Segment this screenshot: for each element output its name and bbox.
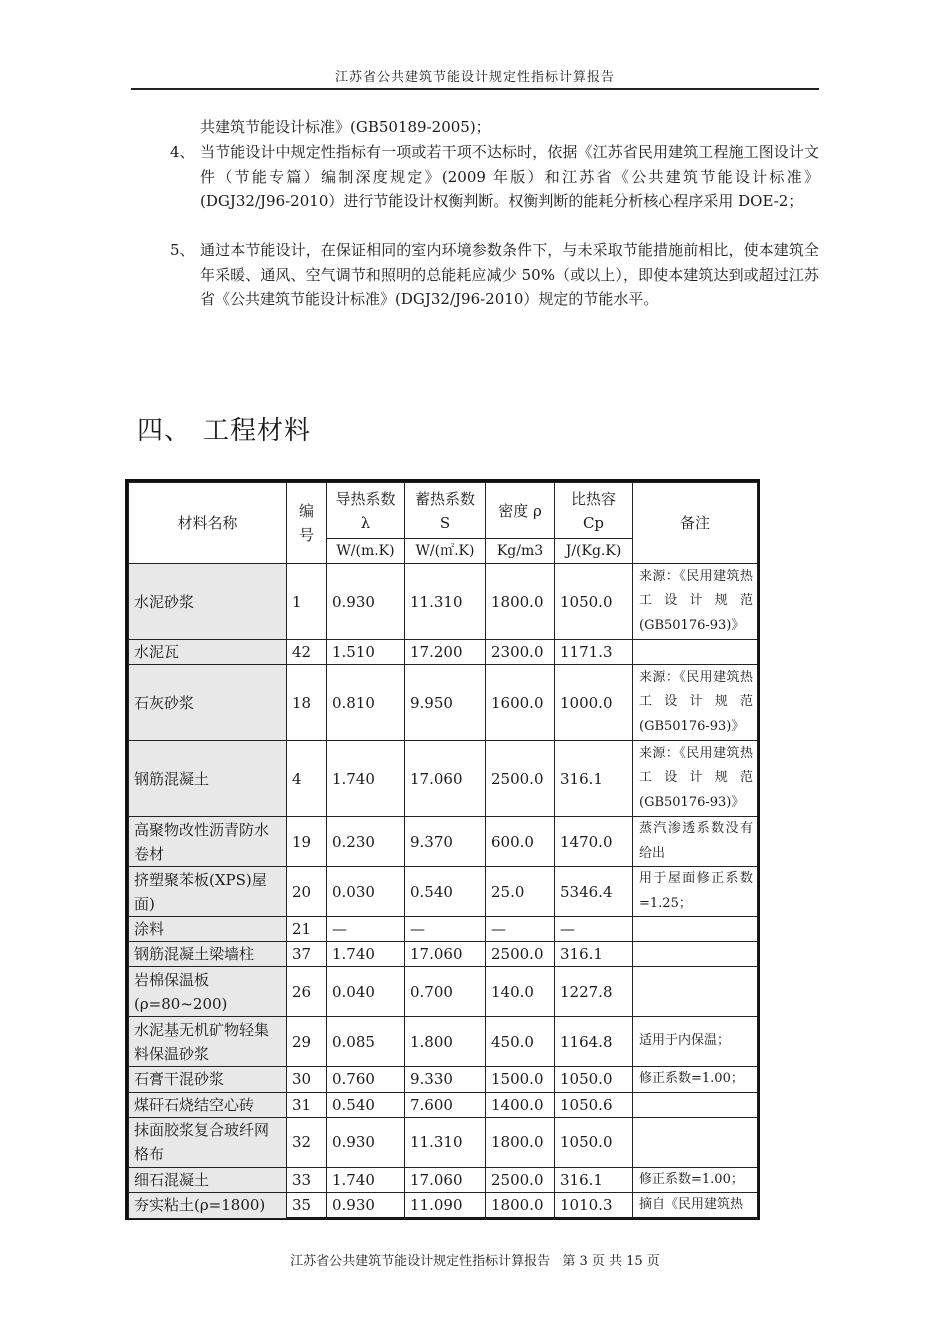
conductivity-cell: 1.740 [327,741,405,817]
material-name-cell: 水泥基无机矿物轻集料保温砂浆 [129,1017,287,1067]
storage-cell: 0.700 [405,967,486,1017]
remark-cell: 蒸汽渗透系数没有给出 [633,817,758,867]
material-name-cell: 水泥砂浆 [129,564,287,640]
section-number: 四、 [137,416,192,446]
heat-capacity-cell: — [555,917,633,942]
table-row [129,1167,758,1193]
header-remark: 备注 [633,483,758,564]
list-item-number: 5、 [170,241,195,259]
list-item-text: 通过本节能设计，在保证相同的室内环境参数条件下，与未采取节能措施前相比，使本建筑全年采暖、通风、空气调节和照明的总能耗应减少 50%（或以上），即使本建筑达到或超过江苏省《公共建筑节能设计标准》(DGJ32/J96-2010）规定的节能水平。 [200,241,819,308]
footer-page-number: 第 3 页 共 15 页 [562,1254,660,1269]
conductivity-cell: 0.930 [327,1193,405,1219]
material-name-cell: 高聚物改性沥青防水卷材 [129,817,287,867]
storage-cell: 9.330 [405,1067,486,1093]
material-code-cell: 4 [287,741,327,817]
material-code-cell: 21 [287,917,327,942]
material-code-cell: 29 [287,1017,327,1067]
material-code-cell: 31 [287,1092,327,1117]
remark-cell [633,917,758,942]
density-cell: 140.0 [486,967,555,1017]
table-row [129,917,758,942]
heat-capacity-cell: 1171.3 [555,640,633,665]
material-code-cell: 20 [287,867,327,917]
heat-capacity-cell: 316.1 [555,942,633,967]
density-cell: 1600.0 [486,665,555,741]
density-cell: 2300.0 [486,640,555,665]
remark-cell [633,1092,758,1117]
density-cell: 600.0 [486,817,555,867]
material-name-cell: 钢筋混凝土梁墙柱 [129,942,287,967]
density-cell: 25.0 [486,867,555,917]
header-density: 密度 ρ [486,483,555,539]
list-item-number: 4、 [170,143,195,161]
header-heat: 比热容 Cp [555,483,633,539]
conductivity-cell: 0.930 [327,564,405,640]
materials-table [128,482,758,1219]
unit-heat: J/(Kg.K) [555,539,633,564]
header-storage: 蓄热系数 S [405,483,486,539]
material-name-cell: 细石混凝土 [129,1167,287,1193]
section-heading [137,410,311,447]
density-cell: 2500.0 [486,1167,555,1193]
material-name-cell: 水泥瓦 [129,640,287,665]
table-row [129,1193,758,1219]
material-name-cell: 岩棉保温板(ρ=80~200) [129,967,287,1017]
heat-capacity-cell: 1000.0 [555,665,633,741]
conductivity-cell: 0.085 [327,1017,405,1067]
heat-capacity-cell: 316.1 [555,741,633,817]
page-header: 江苏省公共建筑节能设计规定性指标计算报告 [334,70,615,85]
remark-cell: 来源：《民用建筑热工设计规范(GB50176-93)》 [633,741,758,817]
heat-capacity-cell: 1010.3 [555,1193,633,1219]
material-code-cell: 32 [287,1117,327,1167]
storage-cell: — [405,917,486,942]
remark-cell: 来源：《民用建筑热工设计规范(GB50176-93)》 [633,564,758,640]
storage-cell: 11.090 [405,1193,486,1219]
material-code-cell: 42 [287,640,327,665]
table-row [129,867,758,917]
density-cell: 1500.0 [486,1067,555,1093]
heat-capacity-cell: 1227.8 [555,967,633,1017]
material-code-cell: 18 [287,665,327,741]
storage-cell: 11.310 [405,564,486,640]
density-cell: — [486,917,555,942]
heat-capacity-cell: 1050.0 [555,1067,633,1093]
unit-density: Kg/m3 [486,539,555,564]
density-cell: 1800.0 [486,564,555,640]
material-code-cell: 26 [287,967,327,1017]
table-row [129,1067,758,1093]
density-cell: 2500.0 [486,942,555,967]
remark-cell: 修正系数=1.00； [633,1167,758,1193]
continued-paragraph: 共建筑节能设计标准》(GB50189-2005)； [200,118,491,136]
storage-cell: 9.370 [405,817,486,867]
conductivity-cell: 0.030 [327,867,405,917]
storage-cell: 17.060 [405,942,486,967]
header-name: 材料名称 [129,483,287,564]
density-cell: 2500.0 [486,741,555,817]
remark-cell [633,1117,758,1167]
heat-capacity-cell: 316.1 [555,1167,633,1193]
table-row [129,942,758,967]
material-name-cell: 抹面胶浆复合玻纤网格布 [129,1117,287,1167]
density-cell: 1800.0 [486,1193,555,1219]
remark-cell [633,942,758,967]
conductivity-cell: 0.040 [327,967,405,1017]
table-row [129,640,758,665]
storage-cell: 9.950 [405,665,486,741]
storage-cell: 17.060 [405,741,486,817]
table-row [129,1117,758,1167]
material-name-cell: 煤矸石烧结空心砖 [129,1092,287,1117]
material-name-cell: 夯实粘土(ρ=1800) [129,1193,287,1219]
table-row [129,665,758,741]
table-row [129,741,758,817]
unit-conductivity: W/(m.K) [327,539,405,564]
list-item-text: 当节能设计中规定性指标有一项或若干项不达标时，依据《江苏省民用建筑工程施工图设计文件（节能专篇）编制深度规定》(2009 年版）和江苏省《公共建筑节能设计标准》(DGJ32/J96-2010）进行节能设计权衡判断。权衡判断的能耗分析核心程序采用 DOE-2； [200,143,819,210]
storage-cell: 17.060 [405,1167,486,1193]
material-code-cell: 33 [287,1167,327,1193]
conductivity-cell: 1.510 [327,640,405,665]
remark-cell [633,967,758,1017]
header-conductivity: 导热系数 λ [327,483,405,539]
remark-cell: 修正系数=1.00； [633,1067,758,1093]
material-name-cell: 石灰砂浆 [129,665,287,741]
table-row [129,817,758,867]
conductivity-cell: 1.740 [327,942,405,967]
header-rule [131,88,819,90]
remark-cell: 适用于内保温； [633,1017,758,1067]
storage-cell: 1.800 [405,1017,486,1067]
materials-table-body [129,564,758,1219]
material-code-cell: 1 [287,564,327,640]
conductivity-cell: 1.740 [327,1167,405,1193]
table-row [129,1017,758,1067]
material-name-cell: 涂料 [129,917,287,942]
heat-capacity-cell: 1470.0 [555,817,633,867]
remark-cell [633,640,758,665]
storage-cell: 0.540 [405,867,486,917]
header-code: 编号 [287,483,327,564]
heat-capacity-cell: 1050.0 [555,1117,633,1167]
unit-storage: W/(㎡.K) [405,539,486,564]
table-row [129,564,758,640]
conductivity-cell: 0.230 [327,817,405,867]
density-cell: 1400.0 [486,1092,555,1117]
material-code-cell: 37 [287,942,327,967]
remark-cell: 摘自《民用建筑热 [633,1193,758,1219]
storage-cell: 7.600 [405,1092,486,1117]
conductivity-cell: 0.760 [327,1067,405,1093]
storage-cell: 11.310 [405,1117,486,1167]
material-name-cell: 钢筋混凝土 [129,741,287,817]
materials-table-frame [125,479,760,1220]
heat-capacity-cell: 1050.0 [555,564,633,640]
material-code-cell: 35 [287,1193,327,1219]
table-row [129,1092,758,1117]
heat-capacity-cell: 5346.4 [555,867,633,917]
conductivity-cell: — [327,917,405,942]
conductivity-cell: 0.810 [327,665,405,741]
page-footer [0,1250,950,1269]
remark-cell: 来源：《民用建筑热工设计规范(GB50176-93)》 [633,665,758,741]
density-cell: 1800.0 [486,1117,555,1167]
heat-capacity-cell: 1164.8 [555,1017,633,1067]
table-row [129,967,758,1017]
density-cell: 450.0 [486,1017,555,1067]
section-title: 工程材料 [203,416,312,446]
storage-cell: 17.200 [405,640,486,665]
conductivity-cell: 0.930 [327,1117,405,1167]
material-name-cell: 石膏干混砂浆 [129,1067,287,1093]
heat-capacity-cell: 1050.6 [555,1092,633,1117]
material-name-cell: 挤塑聚苯板(XPS)屋面) [129,867,287,917]
material-code-cell: 30 [287,1067,327,1093]
remark-cell: 用于屋面修正系数=1.25； [633,867,758,917]
conductivity-cell: 0.540 [327,1092,405,1117]
footer-title: 江苏省公共建筑节能设计规定性指标计算报告 [290,1254,551,1269]
material-code-cell: 19 [287,817,327,867]
